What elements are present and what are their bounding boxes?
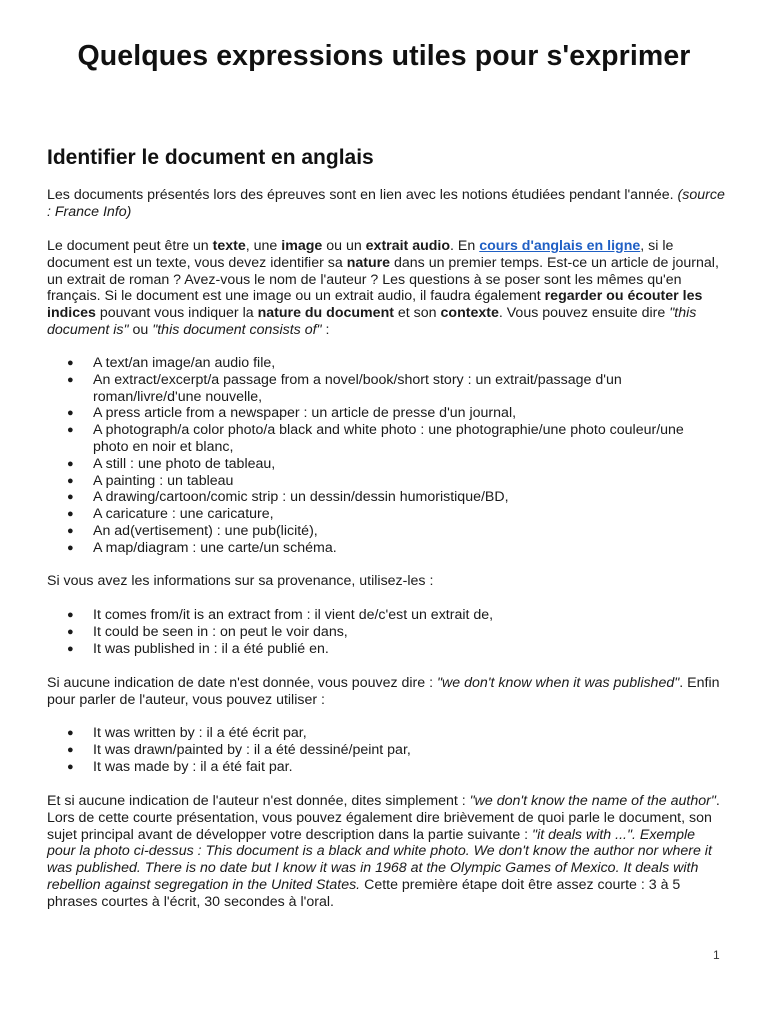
bullet-icon: ● — [67, 373, 74, 386]
bullet-icon: ● — [67, 760, 74, 773]
text-run: . Lors de cette courte présentation, vous pouvez également dire brièvement de quoi parle le document, son sujet principal avant de développer votre description dans la partie suivante : — [47, 793, 720, 843]
summary-paragraph — [47, 793, 727, 911]
english-course-link[interactable]: cours d'anglais en ligne — [479, 238, 641, 254]
text-run: . En — [450, 238, 480, 254]
text-run: . Vous pouvez ensuite dire — [498, 305, 670, 322]
list-item-text: A press article from a newspaper : un article de presse d'un journal, — [93, 405, 517, 422]
italic-text: "we don't know the name of the author" — [469, 793, 716, 809]
source-note: (source : France Info) — [47, 187, 725, 220]
list-item-text: A caricature : une caricature, — [93, 506, 274, 523]
bold-text: image — [281, 238, 323, 254]
text-run: , une — [245, 238, 282, 254]
list-item-text: It was written by : il a été écrit par, — [93, 725, 307, 741]
list-item-text: A still : une photo de tableau, — [93, 455, 276, 472]
bullet-icon: ● — [67, 491, 74, 504]
section-heading: Identifier le document en anglais — [47, 146, 374, 169]
list-item — [47, 473, 707, 490]
list-item-text: A painting : un tableau — [93, 472, 234, 489]
list-item-text: A text/an image/an audio file, — [93, 355, 276, 371]
text-run: Et si aucune indication de l'auteur n'est donnée, dites simplement : — [47, 793, 470, 809]
list-item-text: It could be seen in : on peut le voir dans, — [93, 623, 348, 640]
list-item-text: A map/diagram : une carte/un schéma. — [93, 539, 337, 556]
list-item-text: It was drawn/painted by : il a été dessiné/peint par, — [93, 741, 411, 758]
italic-text: "it deals with ...". Exemple pour la photo ci-dessus : This document is a black and white photo. We don't know the author nor where it was published. There is no date but I know it was in 1968 at the Olympic Games of Mexico. It deals with rebellion against segregation in the United States. — [47, 826, 712, 893]
list-item — [47, 456, 707, 473]
document-types-list — [47, 355, 707, 557]
bullet-icon: ● — [67, 625, 74, 638]
list-item — [47, 523, 707, 540]
list-item — [47, 489, 707, 506]
list-item-text: A photograph/a color photo/a black and white photo : une photographie/une photo couleur/une photo en noir et blanc, — [93, 422, 684, 455]
author-list — [47, 725, 707, 775]
text-run: pouvant vous indiquer la — [95, 305, 258, 322]
bold-text: nature du document — [257, 305, 394, 322]
text-run: dans un premier temps. Est-ce un article de journal, un extrait de roman ? Avez-vous le nom de l'auteur ? Les questions à se poser sont les mêmes qu'en français. Si le document est une image ou un extrait audio, il faudra également — [47, 254, 719, 305]
list-item — [47, 422, 707, 456]
bold-text: contexte — [440, 305, 499, 322]
page-number: 1 — [713, 948, 720, 962]
bold-text: nature — [346, 254, 391, 271]
italic-text: "this document is" — [47, 305, 697, 338]
document-title: Quelques expressions utiles pour s'exprimer — [77, 40, 691, 72]
bullet-icon: ● — [67, 508, 74, 521]
intro-paragraph — [47, 187, 727, 221]
text-run: : — [321, 321, 330, 338]
bullet-icon: ● — [67, 727, 74, 739]
provenance-paragraph: Si vous avez les informations sur sa provenance, utilisez-les : — [47, 573, 434, 589]
text-run: ou — [128, 321, 153, 338]
bullet-icon: ● — [67, 357, 74, 369]
date-author-paragraph — [47, 675, 727, 709]
bullet-icon: ● — [67, 474, 74, 487]
list-item-text: An extract/excerpt/a passage from a novel/book/short story : un extrait/passage d'un roman/livre/d'une nouvelle, — [93, 371, 622, 405]
list-item — [47, 725, 707, 742]
bullet-icon: ● — [67, 642, 74, 655]
list-item — [47, 372, 707, 406]
italic-text: "this document consists of" — [152, 321, 322, 338]
bullet-icon: ● — [67, 609, 74, 621]
list-item — [47, 759, 707, 776]
document-type-paragraph — [47, 238, 727, 339]
list-item — [47, 641, 707, 658]
italic-text: "we don't know when it was published" — [436, 675, 680, 691]
list-item — [47, 624, 707, 641]
text-run: ou un — [322, 238, 366, 254]
list-item — [47, 355, 707, 372]
list-item — [47, 540, 707, 557]
provenance-list — [47, 607, 707, 657]
list-item-text: It comes from/it is an extract from : il vient de/c'est un extrait de, — [93, 607, 494, 623]
bullet-icon: ● — [67, 424, 74, 437]
bold-text: extrait audio — [365, 238, 451, 254]
text-run: . Enfin pour parler de l'auteur, vous pouvez utiliser : — [47, 675, 720, 708]
list-item-text: It was published in : il a été publié en. — [93, 640, 329, 657]
bullet-icon: ● — [67, 524, 74, 537]
text-run: et son — [393, 305, 441, 322]
list-item — [47, 506, 707, 523]
list-item-text: It was made by : il a été fait par. — [93, 758, 293, 775]
bold-text: regarder ou écouter les indices — [47, 288, 703, 322]
bullet-icon: ● — [67, 457, 74, 470]
text-run: Le document peut être un — [47, 238, 213, 254]
list-item — [47, 607, 707, 624]
bullet-icon: ● — [67, 407, 74, 420]
list-item — [47, 742, 707, 759]
bullet-icon: ● — [67, 541, 74, 554]
text-run: Cette première étape doit être assez courte : 3 à 5 phrases courtes à l'écrit, 30 secondes à l'oral. — [47, 876, 681, 910]
text-run: , si le document est un texte, vous devez identifier sa — [47, 238, 674, 271]
list-item-text: A drawing/cartoon/comic strip : un dessin/dessin humoristique/BD, — [93, 489, 509, 506]
bold-text: texte — [212, 238, 246, 254]
list-item — [47, 405, 707, 422]
intro-text: Les documents présentés lors des épreuves sont en lien avec les notions étudiées pendant l'année. — [47, 187, 678, 203]
bullet-icon: ● — [67, 743, 74, 756]
list-item-text: An ad(vertisement) : une pub(licité), — [93, 522, 318, 539]
text-run: Si aucune indication de date n'est donnée, vous pouvez dire : — [47, 675, 437, 691]
